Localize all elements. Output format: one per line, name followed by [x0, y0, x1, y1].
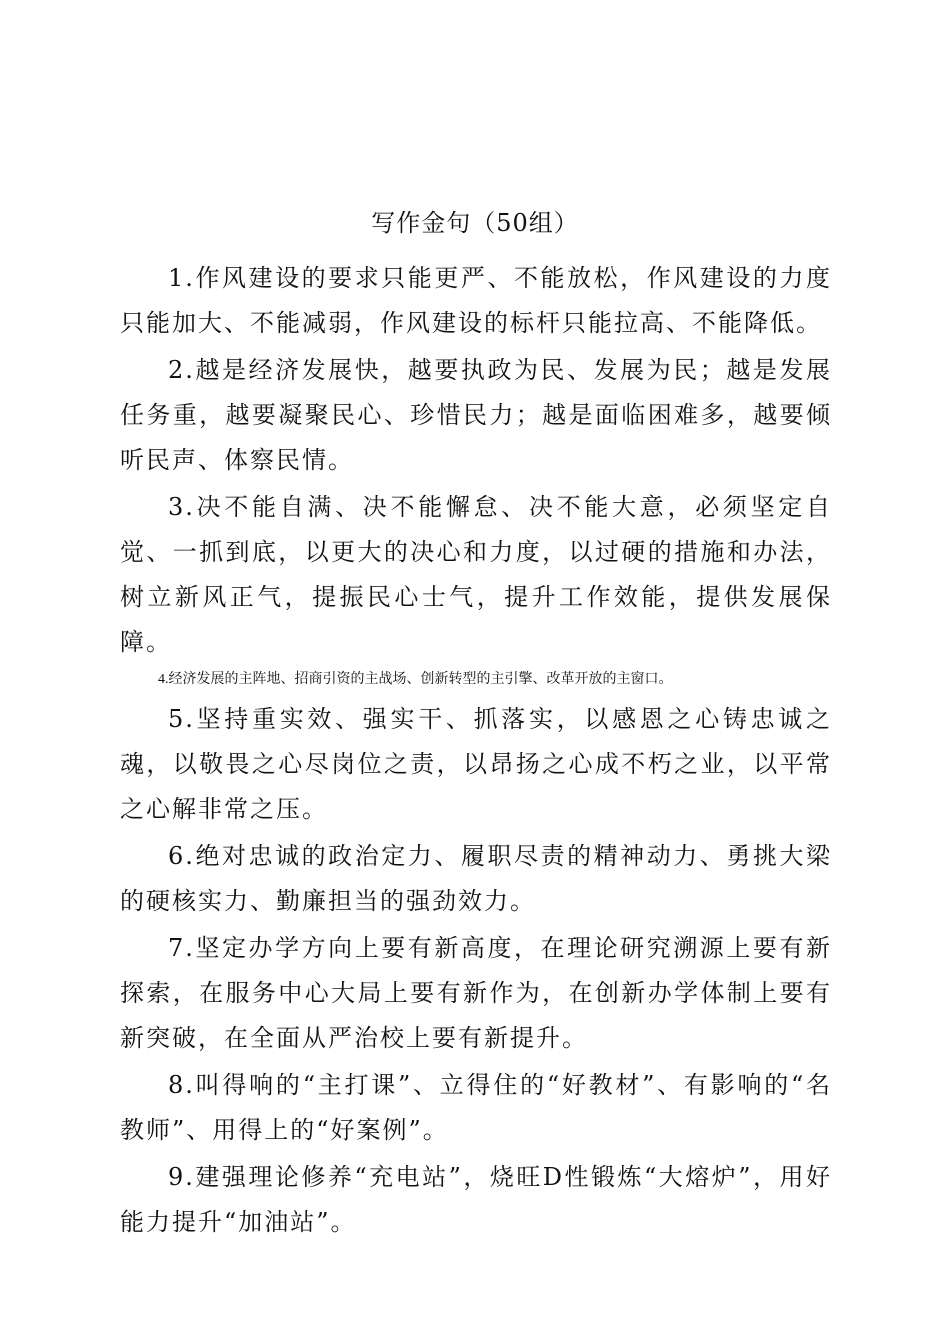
- document-body: [120, 256, 832, 1247]
- paragraph-7: 7.坚定办学方向上要有新高度，在理论研究溯源上要有新探索，在服务中心大局上要有新作为，在创新办学体制上要有新突破，在全面从严治校上要有新提升。: [120, 934, 832, 1052]
- paragraph-3: 3.决不能自满、决不能懈怠、决不能大意，必须坚定自觉、一抓到底，以更大的决心和力度，以过硬的措施和办法，树立新风正气，提振民心士气，提升工作效能，提供发展保障。: [120, 493, 832, 656]
- paragraph-8: 8.叫得响的“主打课”、立得住的“好教材”、有影响的“名教师”、用得上的“好案例”。: [120, 1071, 832, 1144]
- document-title: 写作金句（50组）: [371, 209, 579, 237]
- paragraph-6: 6.绝对忠诚的政治定力、履职尽责的精神动力、勇挑大梁的硬核实力、勤廉担当的强劲效力。: [120, 842, 832, 915]
- paragraph-5: 5.坚持重实效、强实干、抓落实，以感恩之心铸忠诚之魂，以敬畏之心尽岗位之责，以昂扬之心成不朽之业，以平常之心解非常之压。: [120, 705, 832, 823]
- paragraph-1: 1.作风建设的要求只能更严、不能放松，作风建设的力度只能加大、不能减弱，作风建设的标杆只能拉高、不能降低。: [120, 264, 832, 337]
- paragraph-9: 9.建强理论修养“充电站”，烧旺D性锻炼“大熔炉”，用好能力提升“加油站”。: [120, 1163, 832, 1236]
- paragraph-2: 2.越是经济发展快，越要执政为民、发展为民；越是发展任务重，越要凝聚民心、珍惜民力；越是面临困难多，越要倾听民声、体察民情。: [120, 356, 832, 474]
- paragraph-4: 4.经济发展的主阵地、招商引资的主战场、创新转型的主引擎、改革开放的主窗口。: [158, 672, 673, 687]
